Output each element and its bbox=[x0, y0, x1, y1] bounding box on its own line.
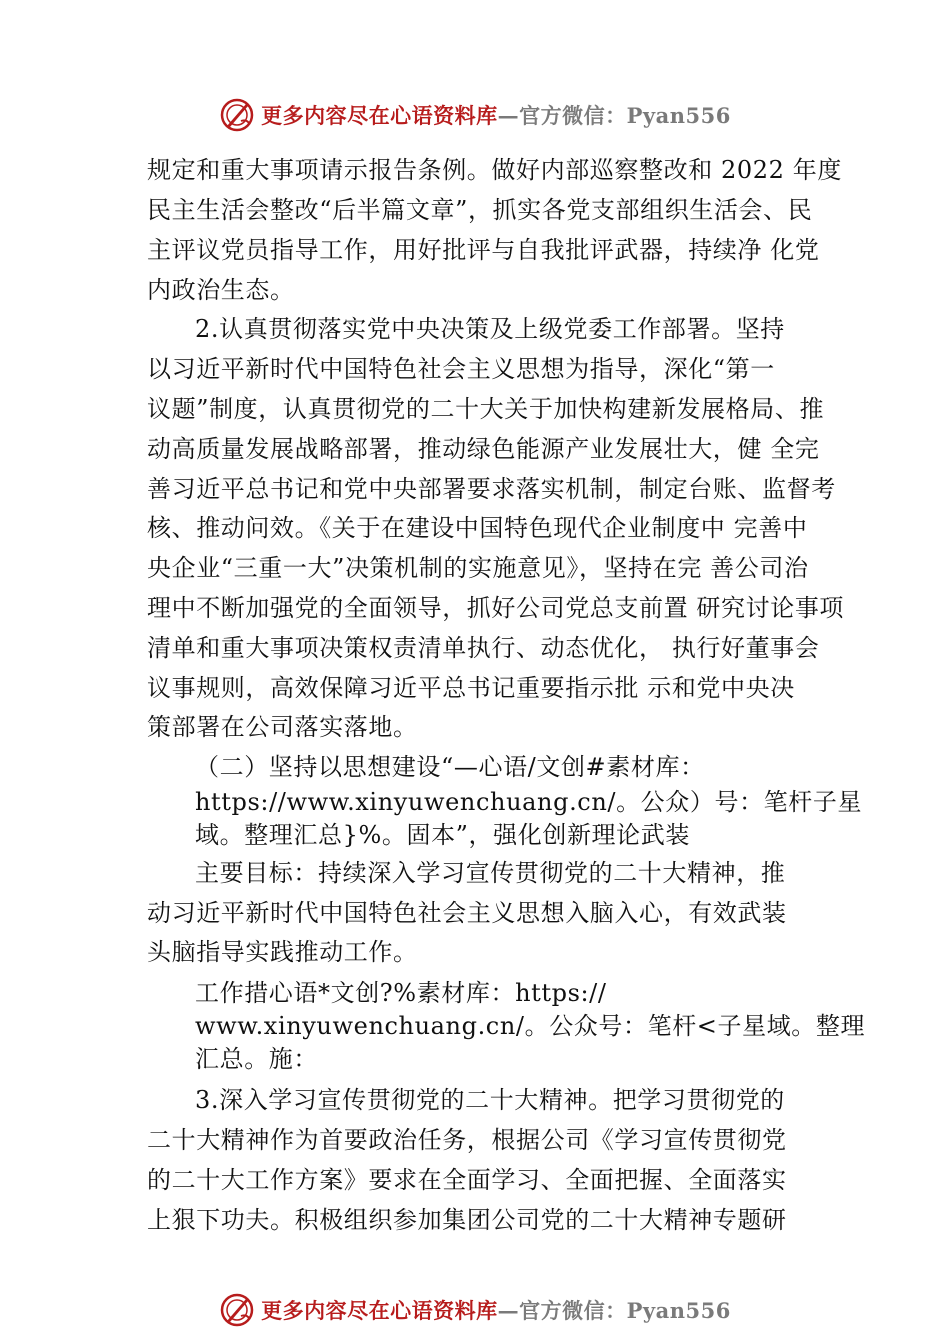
banner-main-text: 更多内容尽在心语资料库 bbox=[261, 103, 498, 128]
banner-text bbox=[261, 100, 731, 130]
body-line: 2.认真贯彻落实党中央决策及上级党委工作部署。坚持 bbox=[195, 315, 785, 343]
header-banner bbox=[0, 93, 950, 137]
body-line: 善习近平总书记和党中央部署要求落实机制，制定台账、监督考 bbox=[147, 475, 836, 503]
body-line: 议事规则，高效保障习近平总书记重要指示批 示和党中央决 bbox=[147, 674, 795, 702]
body-line: 规定和重大事项请示报告条例。做好内部巡察整改和 2022 年度 bbox=[147, 156, 842, 184]
body-line: 议题”制度，认真贯彻党的二十大关于加快构建新发展格局、推 bbox=[147, 395, 825, 423]
body-line: 民主生活会整改“后半篇文章”，抓实各党支部组织生活会、民 bbox=[147, 196, 813, 224]
banner-text bbox=[261, 1295, 731, 1325]
body-line: 域。整理汇总}%。固本”，强化创新理论武装 bbox=[195, 821, 690, 849]
body-line: www.xinyuwenchuang.cn/。公众号：笔杆<子星域。整理 bbox=[195, 1012, 866, 1040]
body-line: 策部署在公司落实落地。 bbox=[147, 713, 418, 741]
footer-banner bbox=[0, 1288, 950, 1332]
banner-dash: — bbox=[497, 1298, 520, 1323]
body-line: 汇总。施： bbox=[195, 1045, 318, 1073]
body-line: 理中不断加强党的全面领导，抓好公司党总支前置 研究讨论事项 bbox=[147, 594, 845, 622]
body-line: 上狠下功夫。积极组织参加集团公司党的二十大精神专题研 bbox=[147, 1206, 787, 1234]
body-line: 二十大精神作为首要政治任务，根据公司《学习宣传贯彻党 bbox=[147, 1126, 787, 1154]
body-line: 主评议党员指导工作，用好批评与自我批评武器，持续净 化党 bbox=[147, 236, 820, 264]
body-line: 核、推动问效。《关于在建设中国特色现代企业制度中 完善中 bbox=[147, 514, 808, 542]
body-line: 动高质量发展战略部署，推动绿色能源产业发展壮大，健 全完 bbox=[147, 435, 820, 463]
quill-seal-icon bbox=[219, 97, 255, 133]
body-line: 工作措心语*文创?%素材库：https:// bbox=[195, 979, 607, 1007]
section-heading: （二）坚持以思想建设“—心语/文创#素材库： bbox=[195, 753, 705, 781]
body-line: 内政治生态。 bbox=[147, 276, 295, 304]
banner-dash: — bbox=[497, 103, 520, 128]
body-line: 3.深入学习宣传贯彻党的二十大精神。把学习贯彻党的 bbox=[195, 1086, 785, 1114]
banner-official-text: 官方微信：Pyan556 bbox=[519, 1298, 731, 1323]
body-line: 头脑指导实践推动工作。 bbox=[147, 938, 418, 966]
quill-seal-icon bbox=[219, 1292, 255, 1328]
body-line: 央企业“三重一大”决策机制的实施意见》，坚持在完 善公司治 bbox=[147, 554, 809, 582]
banner-main-text: 更多内容尽在心语资料库 bbox=[261, 1298, 498, 1323]
body-line: https://www.xinyuwenchuang.cn/。公众）号：笔杆子星 bbox=[195, 788, 863, 816]
body-line: 的二十大工作方案》要求在全面学习、全面把握、全面落实 bbox=[147, 1166, 787, 1194]
body-line: 以习近平新时代中国特色社会主义思想为指导，深化“第一 bbox=[147, 355, 775, 383]
body-line: 清单和重大事项决策权责清单执行、动态优化， 执行好董事会 bbox=[147, 634, 820, 662]
banner-official-text: 官方微信：Pyan556 bbox=[519, 103, 731, 128]
body-line: 主要目标：持续深入学习宣传贯彻党的二十大精神，推 bbox=[195, 859, 786, 887]
body-line: 动习近平新时代中国特色社会主义思想入脑入心，有效武装 bbox=[147, 899, 787, 927]
